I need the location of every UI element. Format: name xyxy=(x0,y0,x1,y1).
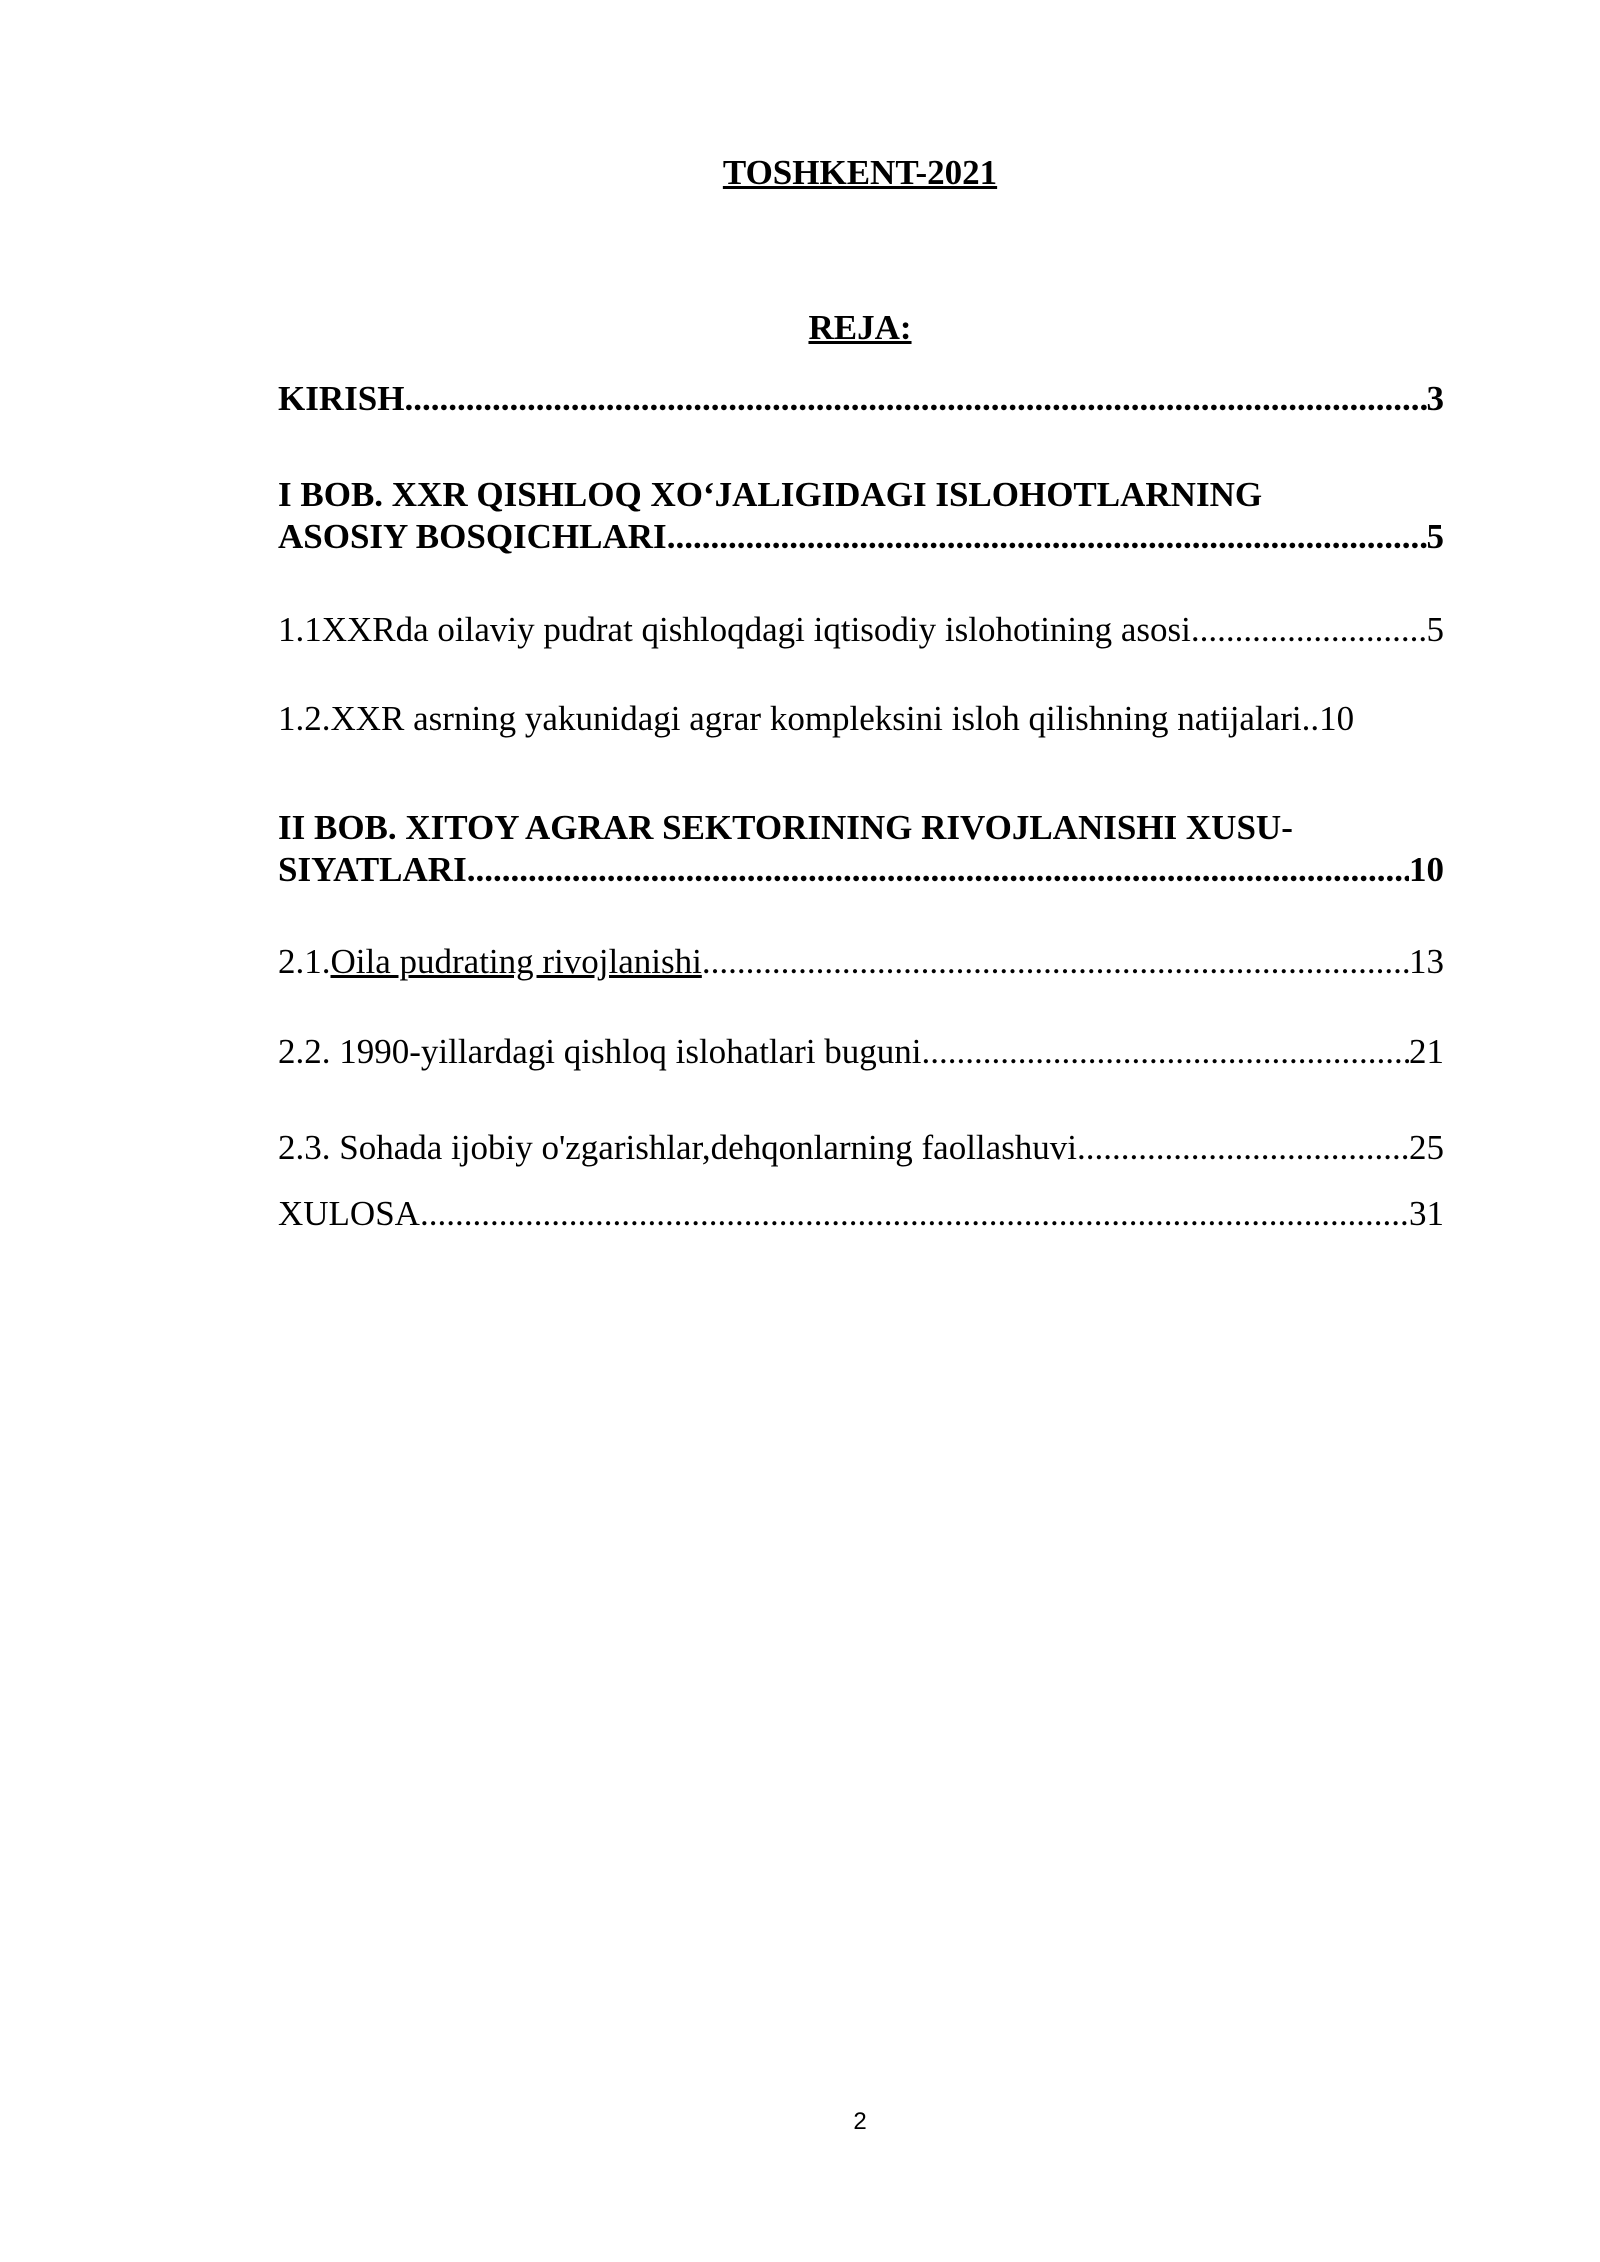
toc-entry-chapter-1[interactable] xyxy=(278,474,1444,558)
toc-entry-link[interactable]: Oila pudrating rivojlanishi xyxy=(330,942,702,981)
toc-entry-page: 13 xyxy=(1409,942,1444,981)
toc-entry-page: 25 xyxy=(1409,1128,1444,1167)
toc-entry-line1: I BOB. XXR QISHLOQ XO‘JALIGIDAGI ISLOHOTLARNING xyxy=(278,475,1263,514)
dot-leader xyxy=(1191,609,1427,651)
toc-entry-label: ASOSIY BOSQICHLARI xyxy=(278,517,667,556)
toc-entry-chapter-2[interactable] xyxy=(278,807,1444,891)
dot-leader xyxy=(1077,1127,1409,1169)
toc-entry-page: 31 xyxy=(1409,1194,1444,1233)
header-city-year: TOSHKENT-2021 xyxy=(722,153,998,192)
toc-entry-label: 1.2.XXR asrning yakunidagi agrar kompleksini isloh qilishning natijalari xyxy=(278,699,1302,738)
toc-entry-1-2[interactable] xyxy=(278,698,1444,740)
toc-entry-page: ..10 xyxy=(1301,699,1355,738)
toc-entry-label: 2.2. 1990-yillardagi qishloq islohatlari buguni xyxy=(278,1032,922,1071)
dot-leader xyxy=(467,849,1409,891)
toc-entry-label: 2.3. Sohada ijobiy o'zgarishlar,dehqonlarning faollashuvi xyxy=(278,1128,1078,1167)
toc-entry-2-3[interactable] xyxy=(278,1127,1444,1169)
dot-leader xyxy=(667,516,1427,558)
toc-entry-page: 5 xyxy=(1426,517,1444,556)
plan-title: REJA: xyxy=(808,308,912,347)
dot-leader xyxy=(702,941,1409,983)
dot-leader xyxy=(404,378,1426,420)
toc-entry-prefix: 2.1. xyxy=(278,942,331,981)
page-number: 2 xyxy=(853,2108,867,2135)
toc-entry-label: XULOSA xyxy=(278,1194,420,1233)
dot-leader xyxy=(420,1193,1409,1235)
toc-entry-page: 21 xyxy=(1409,1032,1444,1071)
toc-entry-label: KIRISH xyxy=(278,379,405,418)
toc-entry-2-1[interactable] xyxy=(278,941,1444,983)
toc-entry-page: 5 xyxy=(1426,610,1444,649)
toc-entry-page: 10 xyxy=(1409,850,1444,889)
toc-entry-page: 3 xyxy=(1426,379,1444,418)
toc-entry-2-2[interactable] xyxy=(278,1031,1444,1073)
toc-entry-xulosa[interactable] xyxy=(278,1193,1444,1235)
dot-leader xyxy=(922,1031,1409,1073)
toc-entry-line1: II BOB. XITOY AGRAR SEKTORINING RIVOJLANISHI XUSU- xyxy=(278,808,1293,847)
toc-entry-label: 1.1XXRda oilaviy pudrat qishloqdagi iqtisodiy islohotining asosi xyxy=(278,610,1191,649)
toc-entry-1-1[interactable] xyxy=(278,609,1444,651)
toc-entry-kirish[interactable] xyxy=(278,378,1444,420)
toc-entry-label: SIYATLARI xyxy=(278,850,467,889)
